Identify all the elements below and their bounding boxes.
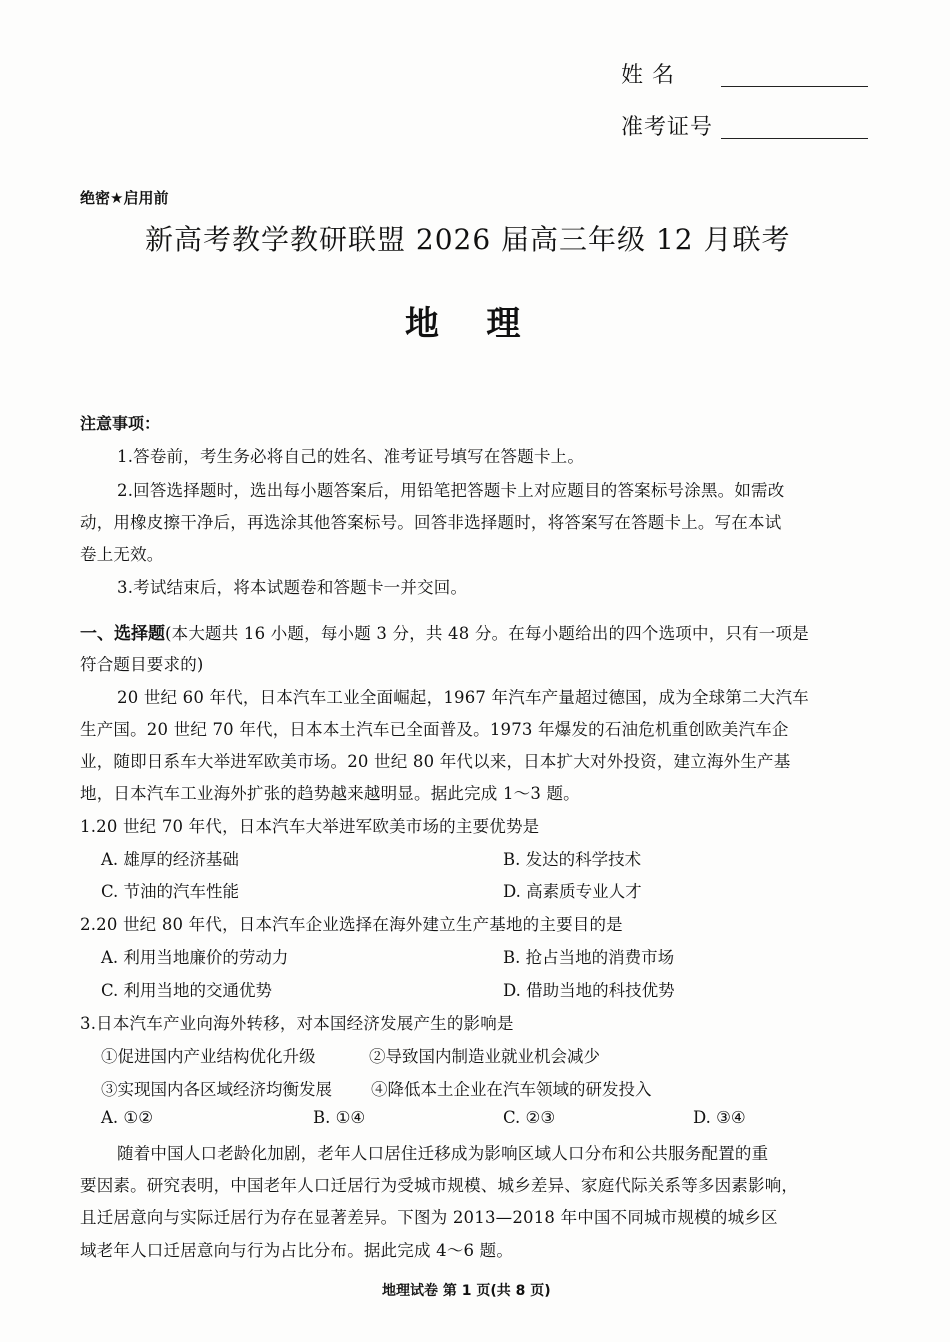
passage1-line-2: 生产国。20 世纪 70 年代，日本本土汽车已全面普及。1973 年爆发的石油危机重创欧美汽车企 (80, 720, 789, 739)
q3-option-d: D. ③④ (693, 1108, 746, 1127)
notice-item-1: 1.答卷前，考生务必将自己的姓名、准考证号填写在答题卡上。 (117, 447, 585, 466)
q1-option-c: C. 节油的汽车性能 (101, 882, 240, 901)
q3-option-b: B. ①④ (313, 1108, 366, 1127)
name-label: 姓 名 (621, 63, 675, 88)
q3-statement-3: ③实现国内各区域经济均衡发展 (101, 1080, 332, 1099)
q2-stem: 2.20 世纪 80 年代，日本汽车企业选择在海外建立生产基地的主要目的是 (80, 915, 623, 934)
id-label: 准考证号 (621, 115, 714, 140)
section-desc: (本大题共 16 小题，每小题 3 分，共 48 分。在每小题给出的四个选项中，只有一项是 (165, 624, 809, 643)
passage1-line-1: 20 世纪 60 年代，日本汽车工业全面崛起，1967 年汽车产量超过德国，成为全球第二大汽车 (117, 688, 809, 707)
q1-option-d: D. 高素质专业人才 (503, 882, 642, 901)
q2-option-c: C. 利用当地的交通优势 (101, 981, 273, 1000)
secret-mark: 绝密★启用前 (80, 189, 169, 207)
q3-stem: 3.日本汽车产业向海外转移，对本国经济发展产生的影响是 (80, 1014, 514, 1033)
section-heading (80, 619, 809, 644)
subject-title: 地 理 (405, 304, 521, 344)
q3-statement-1: ①促进国内产业结构优化升级 (101, 1047, 316, 1066)
passage2-line-4: 域老年人口迁居意向与行为占比分布。据此完成 4～6 题。 (80, 1241, 514, 1260)
notice-item-3: 3.考试结束后，将本试题卷和答题卡一并交回。 (117, 578, 468, 597)
q3-option-a: A. ①② (101, 1108, 153, 1127)
id-field[interactable] (721, 138, 868, 139)
q1-option-b: B. 发达的科学技术 (503, 850, 642, 869)
section-desc-cont: 符合题目要求的) (80, 655, 204, 674)
q3-option-c: C. ②③ (503, 1108, 556, 1127)
q3-statement-4: ④降低本土企业在汽车领域的研发投入 (371, 1080, 652, 1099)
notice-item-2-end: 卷上无效。 (80, 545, 164, 564)
q2-option-a: A. 利用当地廉价的劳动力 (101, 948, 289, 967)
exam-title: 新高考教学教研联盟 2026 届高三年级 12 月联考 (145, 223, 791, 256)
section-title: 一、选择题 (80, 624, 165, 644)
name-field[interactable] (721, 86, 868, 87)
q1-option-a: A. 雄厚的经济基础 (101, 850, 239, 869)
passage2-line-3: 且迁居意向与实际迁居行为存在显著差异。下图为 2013—2018 年中国不同城市规模的城乡区 (80, 1208, 778, 1227)
q2-option-b: B. 抢占当地的消费市场 (503, 948, 675, 967)
passage1-line-4: 地，日本汽车工业海外扩张的趋势越来越明显。据此完成 1～3 题。 (80, 784, 580, 803)
q1-stem: 1.20 世纪 70 年代，日本汽车大举进军欧美市场的主要优势是 (80, 817, 540, 836)
notice-item-2-cont: 动，用橡皮擦干净后，再选涂其他答案标号。回答非选择题时，将答案写在答题卡上。写在本试 (80, 513, 782, 532)
page-footer: 地理试卷 第 1 页(共 8 页) (382, 1283, 551, 1299)
passage1-line-3: 业，随即日系车大举进军欧美市场。20 世纪 80 年代以来，日本扩大对外投资，建立海外生产基 (80, 752, 791, 771)
q2-option-d: D. 借助当地的科技优势 (503, 981, 675, 1000)
notice-item-2: 2.回答选择题时，选出每小题答案后，用铅笔把答题卡上对应题目的答案标号涂黑。如需改 (117, 481, 785, 500)
passage2-line-2: 要因素。研究表明，中国老年人口迁居行为受城市规模、城乡差异、家庭代际关系等多因素影响， (80, 1176, 799, 1195)
notice-heading: 注意事项： (80, 414, 161, 433)
passage2-line-1: 随着中国人口老龄化加剧，老年人口居住迁移成为影响区域人口分布和公共服务配置的重 (117, 1144, 769, 1163)
q3-statement-2: ②导致国内制造业就业机会减少 (369, 1047, 600, 1066)
